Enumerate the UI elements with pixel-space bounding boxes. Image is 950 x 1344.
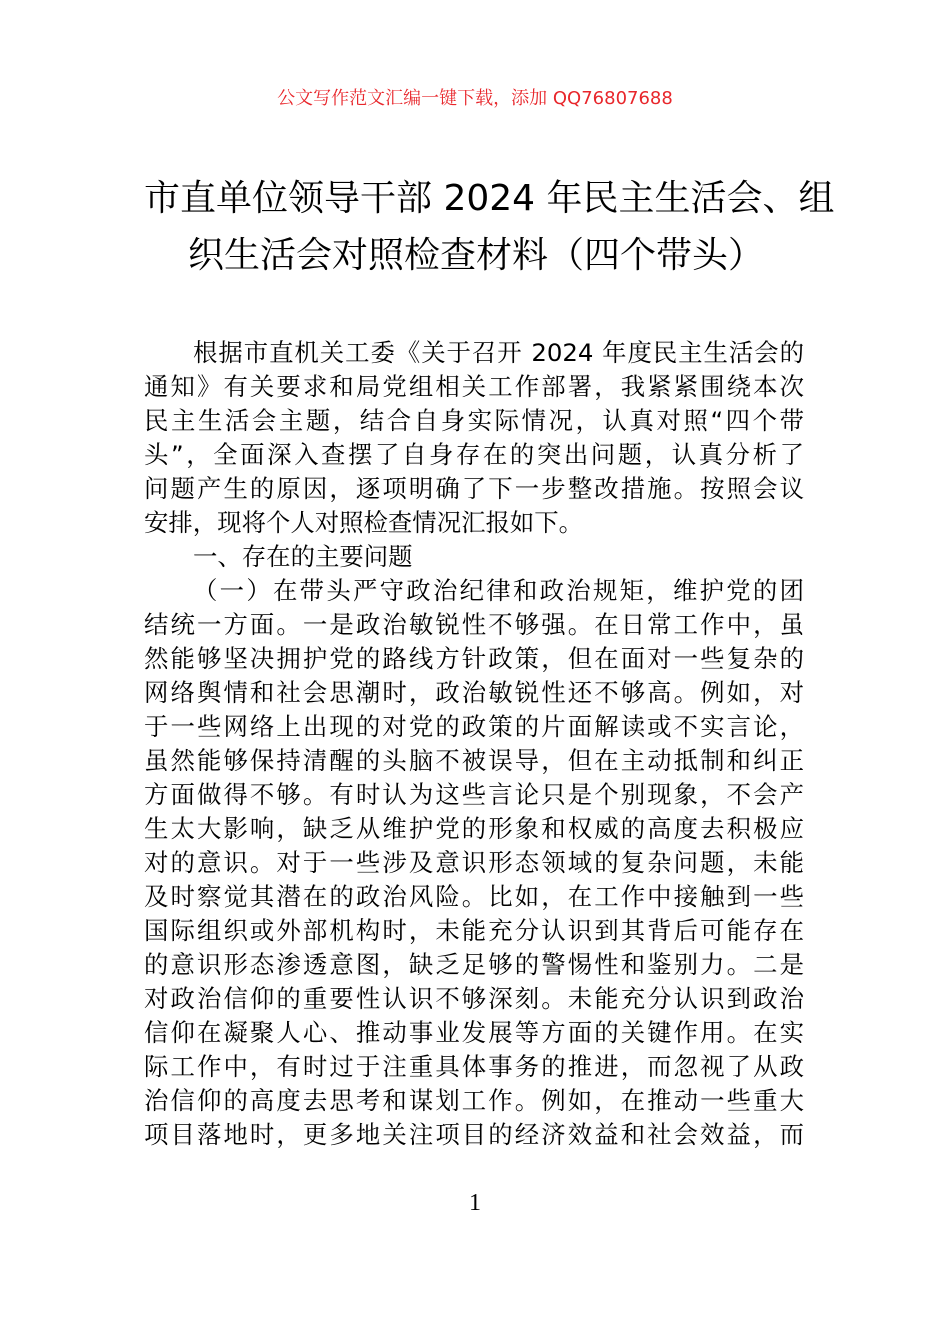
text-line: 项目落地时，更多地关注项目的经济效益和社会效益，而 [144,1120,804,1149]
text-line: 然能够坚决拥护党的路线方针政策，但在面对一些复杂的 [144,644,804,673]
text-line: 际工作中，有时过于注重具体事务的推进，而忽视了从政 [144,1052,804,1081]
text-line: 安排，现将个人对照检查情况汇报如下。 [144,508,584,537]
text-line: 问题产生的原因，逐项明确了下一步整改措施。按照会议 [144,474,804,503]
text-line: 国际组织或外部机构时，未能充分认识到其背后可能存在 [144,916,804,945]
text-line: 对政治信仰的重要性认识不够深刻。未能充分认识到政治 [144,984,804,1013]
document-title [144,170,835,284]
text-line: 头”，全面深入查摆了自身存在的突出问题，认真分析了 [144,440,804,469]
text-line: 治信仰的高度去思考和谋划工作。例如，在推动一些重大 [144,1086,804,1115]
text-line: 方面做得不够。有时认为这些言论只是个别现象，不会产 [144,780,804,809]
text-line: 生太大影响，缺乏从维护党的形象和权威的高度去积极应 [144,814,804,843]
text-line: 通知》有关要求和局党组相关工作部署，我紧紧围绕本次 [144,372,804,401]
watermark-banner: 公文写作范文汇编一键下载，添加 QQ76807688 [277,88,673,109]
text-line: 及时察觉其潜在的政治风险。比如，在工作中接触到一些 [144,882,804,911]
text-line: 虽然能够保持清醒的头脑不被误导，但在主动抵制和纠正 [144,746,804,775]
document-body [144,336,804,1152]
title-line-1: 市直单位领导干部 2024 年民主生活会、组 [144,178,835,219]
section-heading [144,540,804,574]
text-line: 对的意识。对于一些涉及意识形态领域的复杂问题，未能 [144,848,804,877]
problems-paragraph [144,574,804,1152]
text-line: 结统一方面。一是政治敏锐性不够强。在日常工作中，虽 [144,610,804,639]
intro-paragraph [144,336,804,540]
page-number: 1 [469,1190,481,1216]
text-line: 民主生活会主题，结合自身实际情况，认真对照“四个带 [144,406,804,435]
text-line: 信仰在凝聚人心、推动事业发展等方面的关键作用。在实 [144,1018,804,1047]
text-line: 于一些网络上出现的对党的政策的片面解读或不实言论， [144,712,804,741]
text-line: 的意识形态渗透意图，缺乏足够的警惕性和鉴别力。二是 [144,950,804,979]
text-line: 根据市直机关工委《关于召开 2024 年度民主生活会的 [193,338,804,367]
section-heading-text: 一、存在的主要问题 [193,542,413,571]
text-line: （一）在带头严守政治纪律和政治规矩，维护党的团 [193,576,804,605]
title-line-2: 织生活会对照检查材料（四个带头） [187,235,764,276]
text-line: 网络舆情和社会思潮时，政治敏锐性还不够高。例如，对 [144,678,804,707]
